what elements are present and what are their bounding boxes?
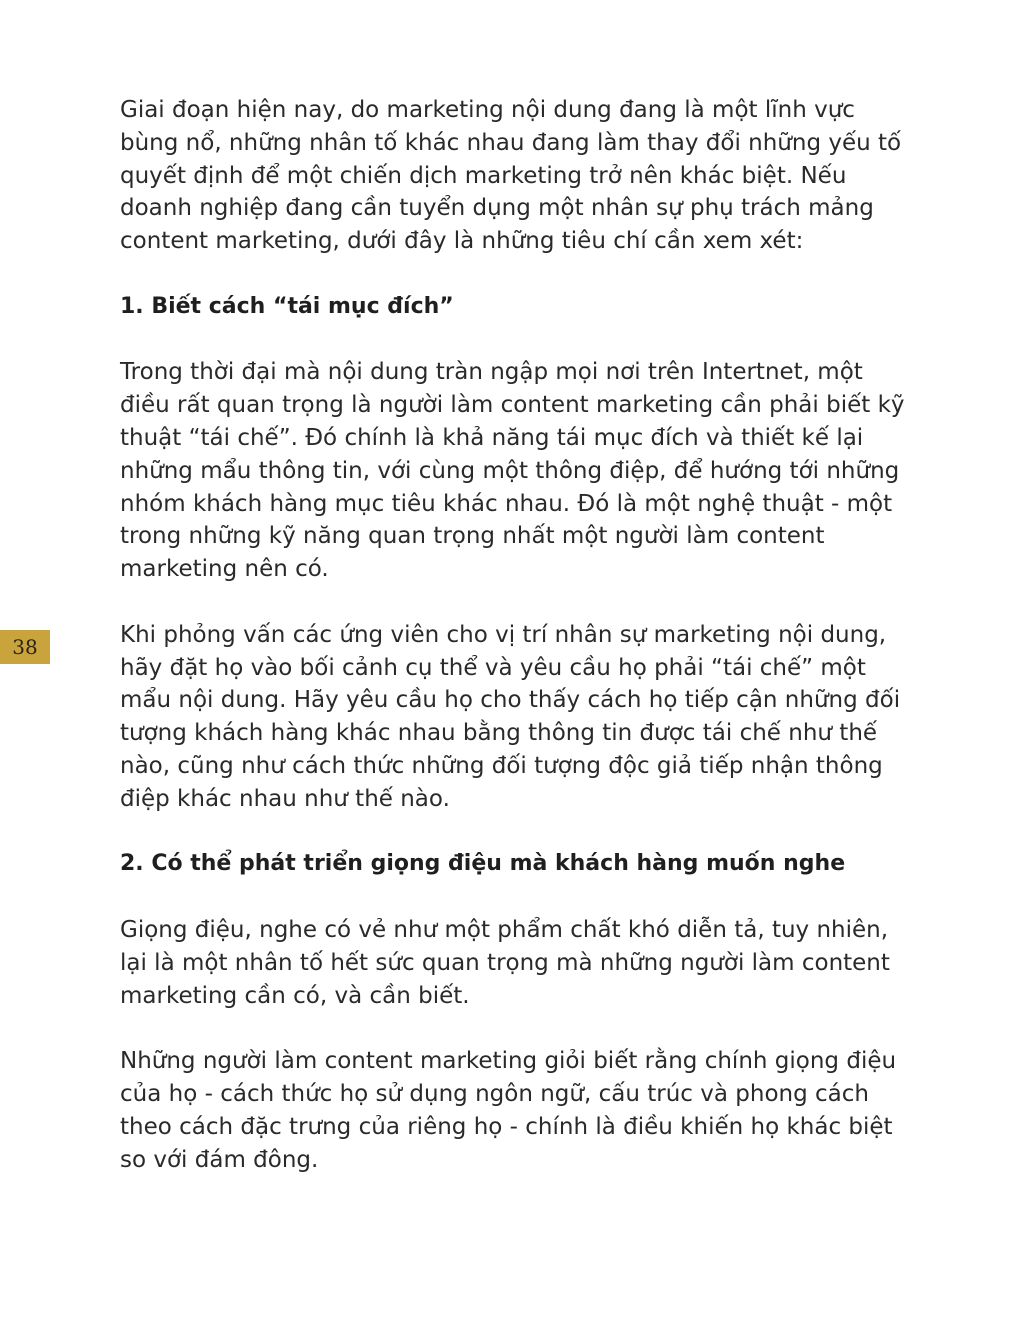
voice-paragraph-1: Giọng điệu, nghe có vẻ như một phẩm chất khó diễn tả, tuy nhiên, lại là một nhân tố hết sức quan trọng mà những người làm content marketing cần có, và cần biết. bbox=[120, 916, 890, 1009]
section-heading-repurpose: 1. Biết cách “tái mục đích” bbox=[120, 293, 454, 319]
repurpose-paragraph-2: Khi phỏng vấn các ứng viên cho vị trí nhân sự marketing nội dung, hãy đặt họ vào bối cảnh cụ thể và yêu cầu họ phải “tái chế” một mẩu nội dung. Hãy yêu cầu họ cho thấy cách họ tiếp cận những đối tượng khách hàng khác nhau bằng thông tin được tái chế như thế nào, cũng như cách thức những đối tượng độc giả tiếp nhận thông điệp khác nhau như thế nào. bbox=[120, 621, 901, 812]
page-content bbox=[120, 94, 910, 1209]
intro-paragraph: Giai đoạn hiện nay, do marketing nội dung đang là một lĩnh vực bùng nổ, những nhân tố khác nhau đang làm thay đổi những yếu tố quyết định để một chiến dịch marketing trở nên khác biệt. Nếu doanh nghiệp đang cần tuyển dụng một nhân sự phụ trách mảng content marketing, dưới đây là những tiêu chí cần xem xét: bbox=[120, 97, 902, 255]
page-number-badge bbox=[0, 630, 50, 664]
section-heading-voice: 2. Có thể phát triển giọng điệu mà khách hàng muốn nghe bbox=[120, 851, 846, 877]
repurpose-paragraph-1: Trong thời đại mà nội dung tràn ngập mọi nơi trên Intertnet, một điều rất quan trọng là người làm content marketing cần phải biết kỹ thuật “tái chế”. Đó chính là khả năng tái mục đích và thiết kế lại những mẩu thông tin, với cùng một thông điệp, để hướng tới những nhóm khách hàng mục tiêu khác nhau. Đó là một nghệ thuật - một trong những kỹ năng quan trọng nhất một người làm content marketing nên có. bbox=[120, 359, 905, 583]
voice-paragraph-2: Những người làm content marketing giỏi biết rằng chính giọng điệu của họ - cách thức họ sử dụng ngôn ngữ, cấu trúc và phong cách theo cách đặc trưng của riêng họ - chính là điều khiến họ khác biệt so với đám đông. bbox=[120, 1048, 897, 1173]
page-number: 38 bbox=[12, 635, 38, 659]
